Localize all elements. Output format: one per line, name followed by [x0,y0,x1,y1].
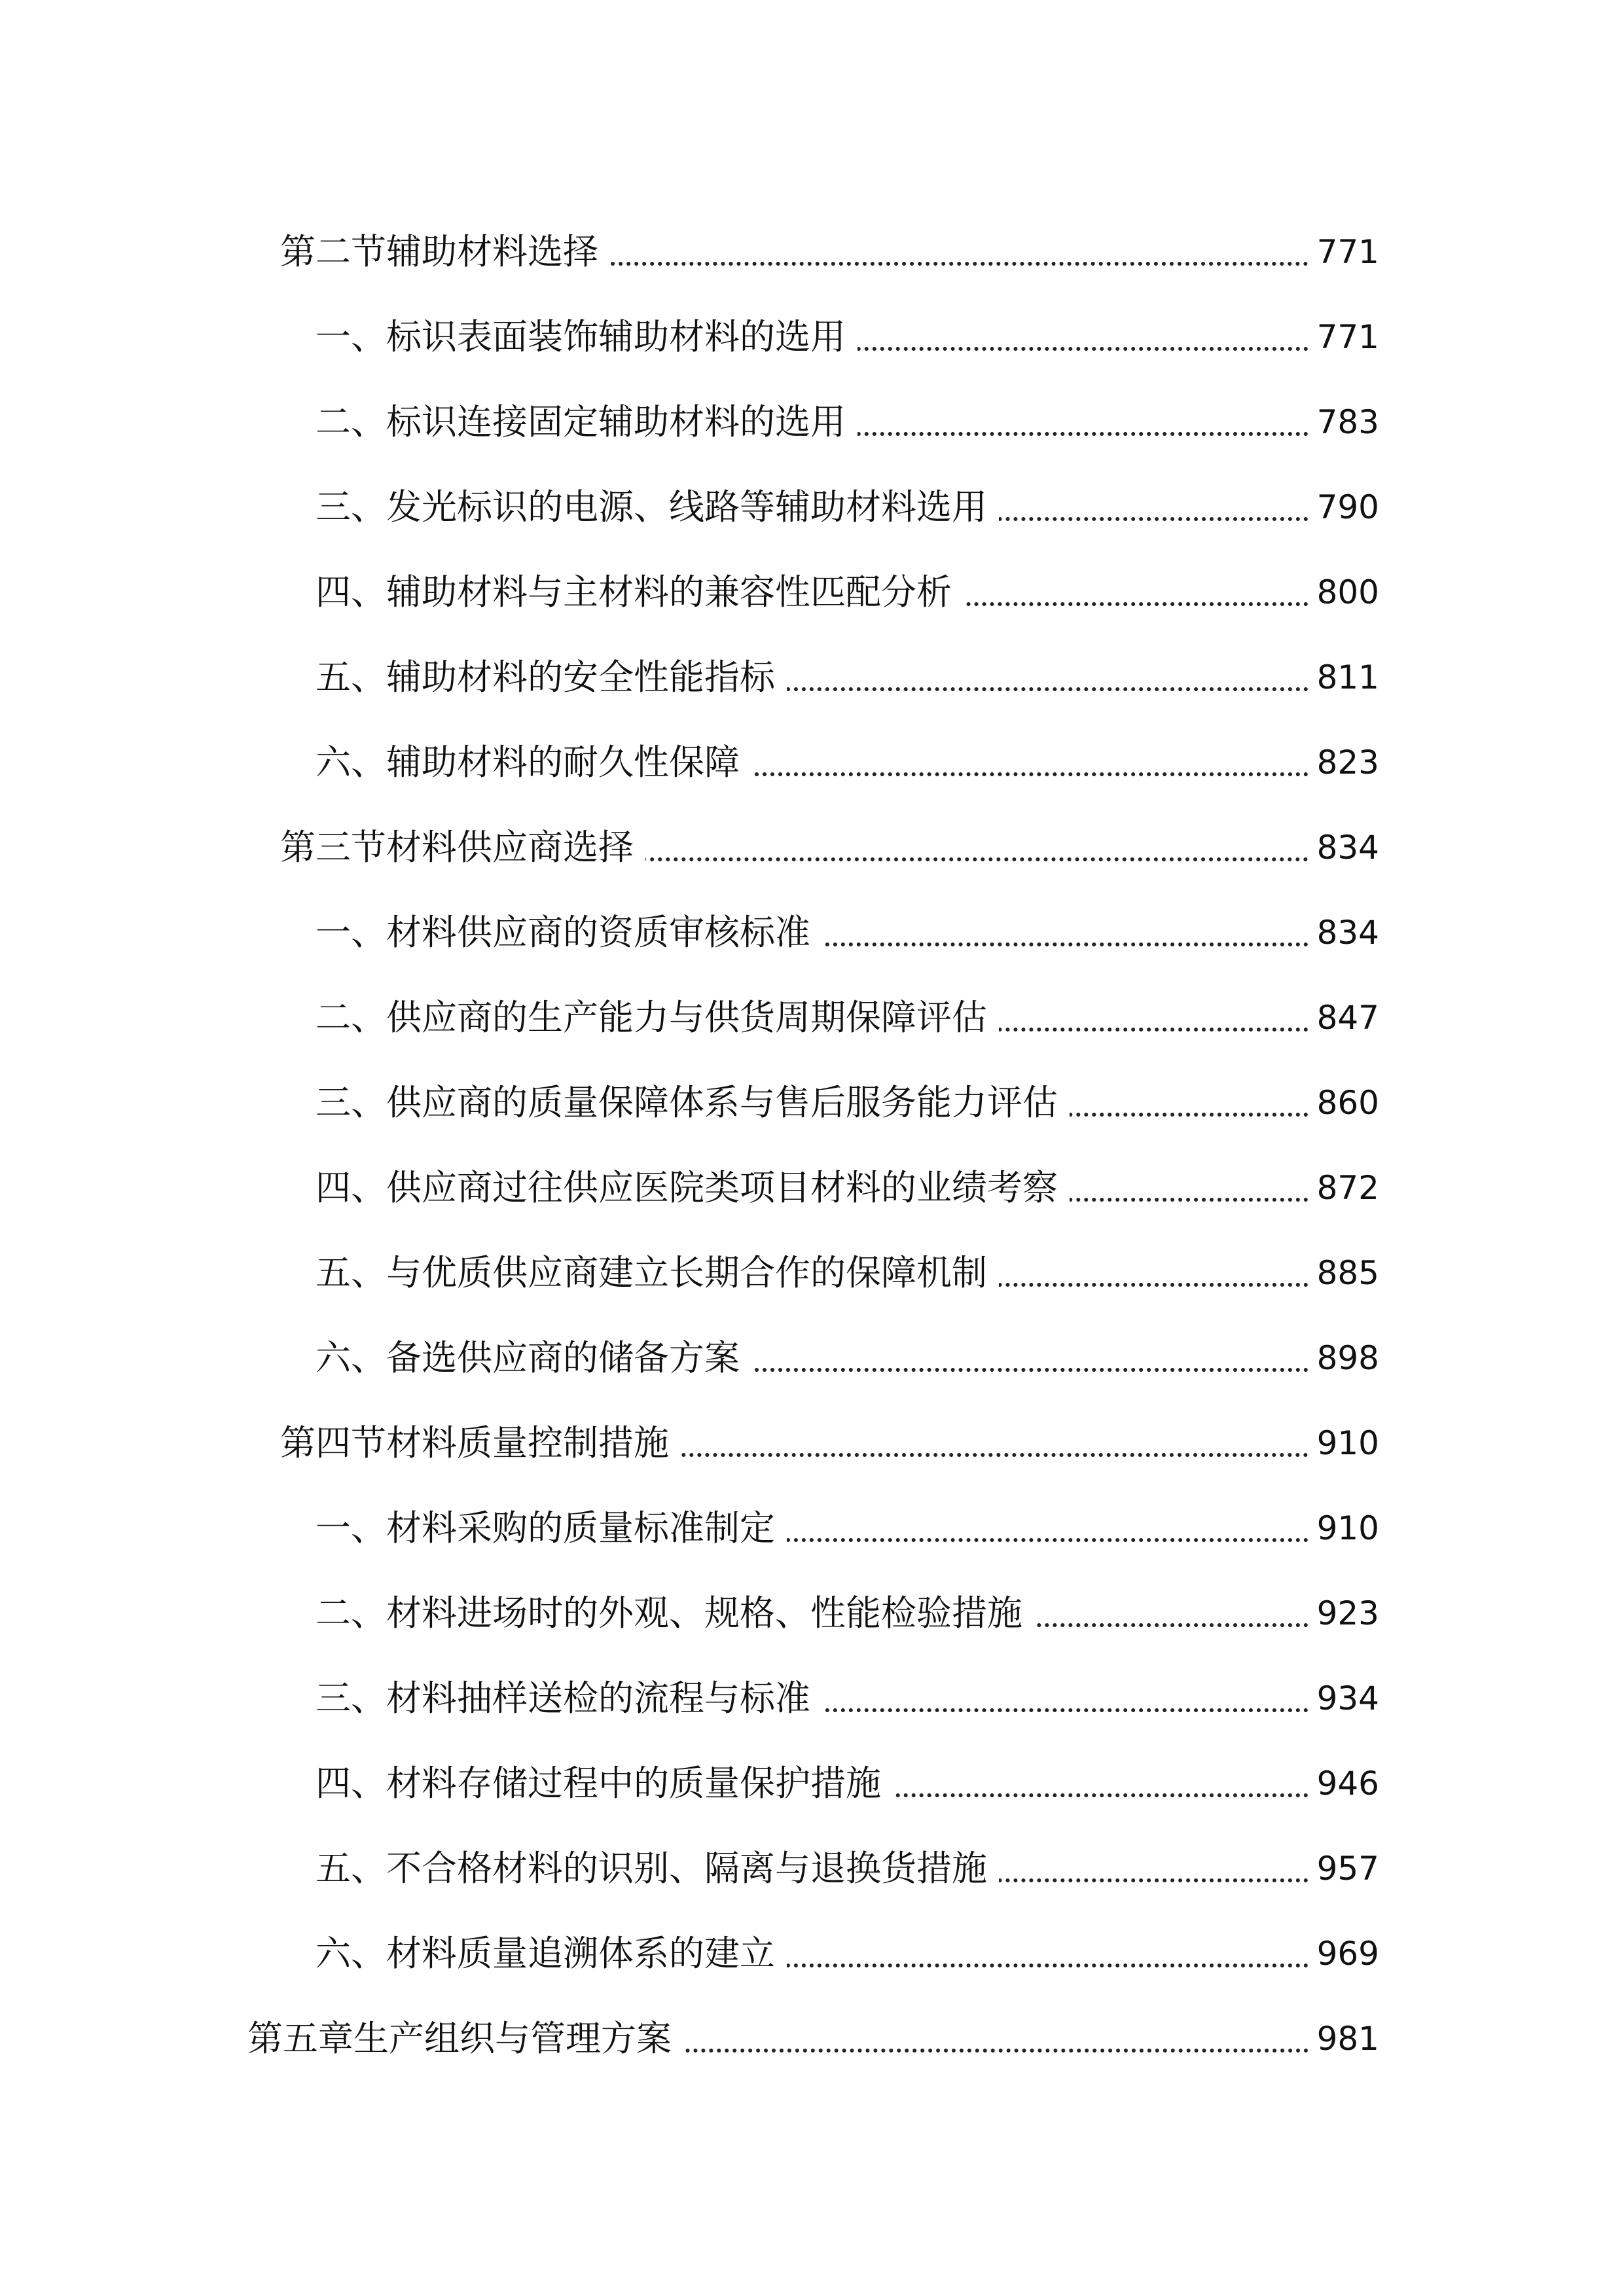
toc-entry-page: 771 [1308,295,1379,380]
toc-entry-page: 790 [1308,465,1379,550]
toc-subsection-entry[interactable] [0,720,1624,805]
toc-entry-title: 三、材料抽样送检的流程与标准 [316,1656,822,1741]
toc-entry-page: 910 [1308,1401,1379,1486]
toc-entry-title: 五、不合格材料的识别、隔离与退换货措施 [316,1826,999,1911]
toc-entry-title: 四、材料存储过程中的质量保护措施 [316,1741,893,1826]
toc-entry-title: 二、标识连接固定辅助材料的选用 [316,380,857,465]
toc-entry-title: 五、与优质供应商建立长期合作的保障机制 [316,1230,999,1316]
toc-entry-page: 934 [1308,1656,1379,1741]
toc-subsection-entry[interactable] [0,1911,1624,1996]
toc-entry-title: 一、标识表面装饰辅助材料的选用 [316,295,857,380]
toc-entry-title: 二、供应商的生产能力与供货周期保障评估 [316,975,999,1060]
toc-chapter-entry[interactable] [0,1996,1624,2081]
toc-entry-page: 860 [1308,1060,1379,1145]
toc-entry-page: 923 [1308,1571,1379,1656]
toc-entry-title: 三、发光标识的电源、线路等辅助材料选用 [316,465,999,550]
toc-entry-title: 第五章生产组织与管理方案 [247,1996,683,2081]
toc-subsection-entry[interactable] [0,1316,1624,1401]
toc-subsection-entry[interactable] [0,1656,1624,1741]
toc-subsection-entry[interactable] [0,635,1624,720]
toc-entry-page: 957 [1308,1826,1379,1911]
toc-subsection-entry[interactable] [0,1571,1624,1656]
toc-entry-page: 885 [1308,1230,1379,1316]
toc-entry-page: 783 [1308,380,1379,465]
toc-entry-page: 834 [1308,805,1379,890]
toc-subsection-entry[interactable] [0,975,1624,1060]
toc-entry-page: 910 [1308,1486,1379,1571]
toc-subsection-entry[interactable] [0,550,1624,635]
toc-entry-title: 第二节辅助材料选择 [280,209,610,295]
toc-subsection-entry[interactable] [0,380,1624,465]
toc-entry-title: 四、辅助材料与主材料的兼容性匹配分析 [316,550,964,635]
toc-subsection-entry[interactable] [0,1826,1624,1911]
toc-entry-title: 五、辅助材料的安全性能指标 [316,635,787,720]
toc-entry-title: 第三节材料供应商选择 [280,805,645,890]
toc-subsection-entry[interactable] [0,1230,1624,1316]
toc-entry-page: 872 [1308,1145,1379,1230]
toc-subsection-entry[interactable] [0,465,1624,550]
toc-section-entry[interactable] [0,1401,1624,1486]
toc-subsection-entry[interactable] [0,1486,1624,1571]
toc-subsection-entry[interactable] [0,890,1624,975]
toc-entry-title: 一、材料供应商的资质审核标准 [316,890,822,975]
toc-entry-page: 823 [1308,720,1379,805]
toc-entry-title: 四、供应商过往供应医院类项目材料的业绩考察 [316,1145,1070,1230]
toc-entry-title: 六、备选供应商的储备方案 [316,1316,751,1401]
toc-section-entry[interactable] [0,805,1624,890]
toc-entry-page: 898 [1308,1316,1379,1401]
table-of-contents [0,209,1624,2081]
toc-entry-title: 三、供应商的质量保障体系与售后服务能力评估 [316,1060,1070,1145]
toc-subsection-entry[interactable] [0,1145,1624,1230]
toc-entry-page: 847 [1308,975,1379,1060]
toc-entry-title: 二、材料进场时的外观、规格、性能检验措施 [316,1571,1034,1656]
toc-entry-title: 第四节材料质量控制措施 [280,1401,681,1486]
toc-entry-page: 800 [1308,550,1379,635]
toc-entry-page: 834 [1308,890,1379,975]
toc-entry-page: 811 [1308,635,1379,720]
toc-section-entry[interactable] [0,209,1624,295]
toc-entry-page: 981 [1308,1996,1379,2081]
toc-subsection-entry[interactable] [0,1060,1624,1145]
toc-entry-title: 六、辅助材料的耐久性保障 [316,720,751,805]
toc-entry-title: 一、材料采购的质量标准制定 [316,1486,787,1571]
toc-entry-title: 六、材料质量追溯体系的建立 [316,1911,787,1996]
toc-subsection-entry[interactable] [0,1741,1624,1826]
toc-entry-page: 771 [1308,209,1379,295]
toc-subsection-entry[interactable] [0,295,1624,380]
toc-entry-page: 946 [1308,1741,1379,1826]
toc-entry-page: 969 [1308,1911,1379,1996]
